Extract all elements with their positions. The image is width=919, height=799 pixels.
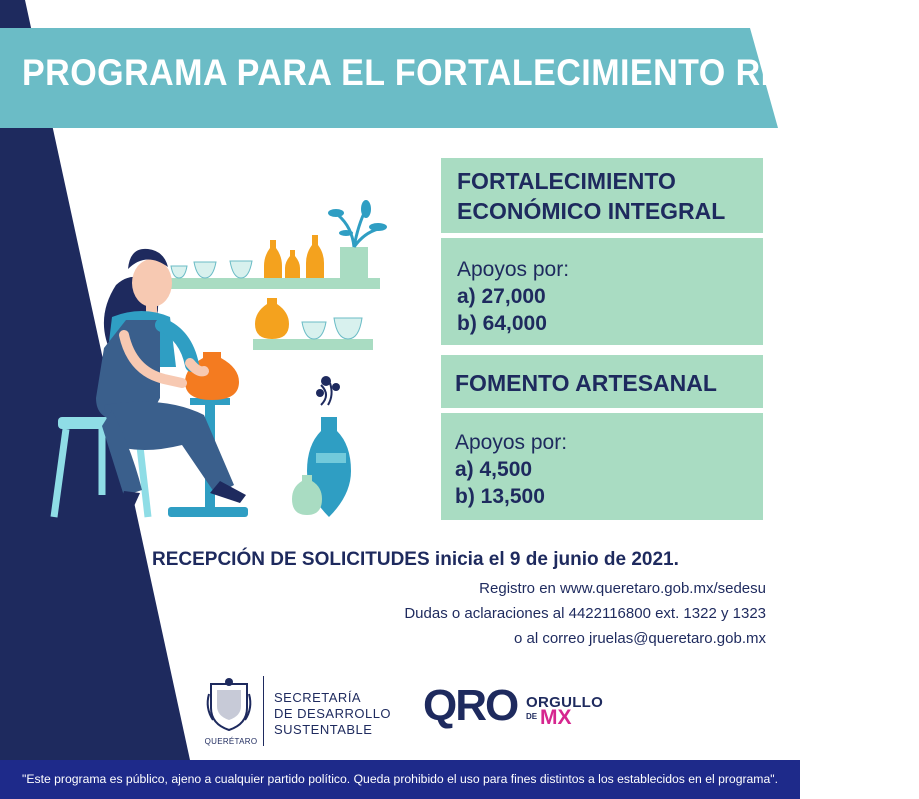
program2-option-a: a) 4,500 (455, 458, 533, 481)
qro-logo-text: QRO (423, 681, 518, 730)
program1-support-box (441, 238, 763, 345)
program1-option-a: a) 27,000 (457, 285, 546, 308)
reception-text (152, 549, 792, 571)
program1-option-b: b) 64,000 (457, 312, 547, 335)
seal-caption: QUERÉTARO (204, 737, 258, 746)
banner-title: PROGRAMA PARA EL FORTALECIMIENTO REGIONAL (22, 52, 919, 93)
reception-bold: RECEPCIÓN DE SOLICITUDES (152, 549, 430, 570)
questions-text: Dudas o aclaraciones al 4422116800 ext. 1322 y 1323 (404, 605, 766, 622)
program2-option-b: b) 13,500 (455, 485, 545, 508)
footer-disclaimer: "Este programa es público, ajeno a cualquier partido político. Queda prohibido el uso para fines distintos a los establecidos en el programa". (0, 760, 800, 799)
reception-rest: inicia el 9 de junio de 2021. (429, 549, 679, 570)
secretaria-line2: DE DESARROLLO (274, 706, 392, 721)
upper-shelf (170, 278, 380, 289)
potter-illustration (40, 195, 400, 525)
program2-support-box (441, 413, 763, 520)
secretaria-line3: SUSTENTABLE (274, 722, 373, 737)
email-text: o al correo jruelas@queretaro.gob.mx (513, 630, 766, 647)
lower-shelf (253, 339, 373, 350)
program2-title: FOMENTO ARTESANAL (455, 370, 717, 396)
program1-title-box (441, 158, 763, 233)
orgullo-text: ORGULLO (526, 694, 604, 711)
secretaria-logo-text (274, 690, 391, 738)
program1-title-line1: FORTALECIMIENTO (457, 168, 676, 194)
registration-text: Registro en www.queretaro.gob.mx/sedesu (479, 580, 766, 597)
logo-divider (263, 676, 264, 746)
qro-de-text: DE (526, 712, 538, 721)
queretaro-seal-icon (205, 676, 253, 734)
program1-title-line2: ECONÓMICO INTEGRAL (457, 198, 726, 224)
program2-title-box (441, 355, 763, 408)
secretaria-line1: SECRETARÍA (274, 690, 362, 705)
program1-support-label: Apoyos por: (457, 258, 570, 281)
mx-text: MX (540, 706, 572, 729)
program2-support-label: Apoyos por: (455, 431, 568, 454)
